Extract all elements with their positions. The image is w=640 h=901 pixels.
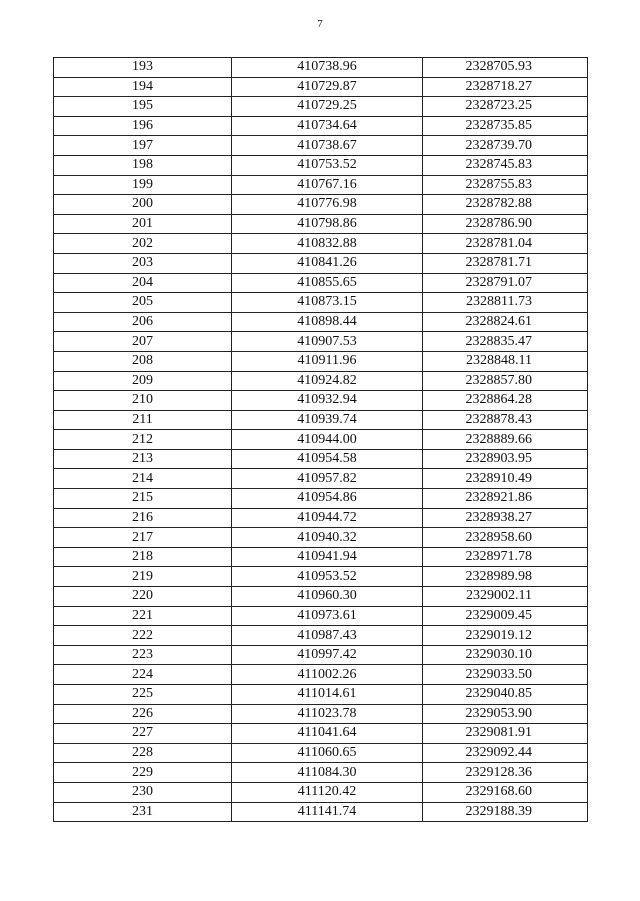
- x-coordinate-cell: 410944.72: [232, 508, 423, 528]
- point-number-cell: 228: [54, 743, 232, 763]
- point-number-cell: 196: [54, 116, 232, 136]
- table-row: [54, 587, 588, 607]
- x-coordinate-cell: 410776.98: [232, 195, 423, 215]
- table-row: [54, 312, 588, 332]
- table-row: [54, 469, 588, 489]
- x-coordinate-cell: 411060.65: [232, 743, 423, 763]
- x-coordinate-cell: 410855.65: [232, 273, 423, 293]
- x-coordinate-cell: 410873.15: [232, 293, 423, 313]
- y-coordinate-cell: 2328755.83: [423, 175, 588, 195]
- table-row: [54, 704, 588, 724]
- point-number-cell: 203: [54, 253, 232, 273]
- x-coordinate-cell: 411120.42: [232, 782, 423, 802]
- point-number-cell: 212: [54, 430, 232, 450]
- point-number-cell: 225: [54, 685, 232, 705]
- y-coordinate-cell: 2328989.98: [423, 567, 588, 587]
- x-coordinate-cell: 410924.82: [232, 371, 423, 391]
- y-coordinate-cell: 2329019.12: [423, 626, 588, 646]
- y-coordinate-cell: 2329009.45: [423, 606, 588, 626]
- point-number-cell: 207: [54, 332, 232, 352]
- point-number-cell: 204: [54, 273, 232, 293]
- table-row: [54, 489, 588, 509]
- x-coordinate-cell: 410907.53: [232, 332, 423, 352]
- table-row: [54, 234, 588, 254]
- x-coordinate-cell: 410798.86: [232, 214, 423, 234]
- x-coordinate-cell: 410738.96: [232, 58, 423, 78]
- table-row: [54, 665, 588, 685]
- x-coordinate-cell: 410954.58: [232, 449, 423, 469]
- table-row: [54, 430, 588, 450]
- y-coordinate-cell: 2328791.07: [423, 273, 588, 293]
- point-number-cell: 224: [54, 665, 232, 685]
- x-coordinate-cell: 410729.87: [232, 77, 423, 97]
- x-coordinate-cell: 411141.74: [232, 802, 423, 822]
- point-number-cell: 216: [54, 508, 232, 528]
- table-row: [54, 293, 588, 313]
- table-row: [54, 449, 588, 469]
- point-number-cell: 206: [54, 312, 232, 332]
- x-coordinate-cell: 410939.74: [232, 410, 423, 430]
- point-number-cell: 223: [54, 645, 232, 665]
- x-coordinate-cell: 411014.61: [232, 685, 423, 705]
- y-coordinate-cell: 2328848.11: [423, 351, 588, 371]
- y-coordinate-cell: 2328739.70: [423, 136, 588, 156]
- point-number-cell: 199: [54, 175, 232, 195]
- table-row: [54, 802, 588, 822]
- table-row: [54, 351, 588, 371]
- y-coordinate-cell: 2328745.83: [423, 155, 588, 175]
- table-row: [54, 214, 588, 234]
- y-coordinate-cell: 2328835.47: [423, 332, 588, 352]
- point-number-cell: 218: [54, 547, 232, 567]
- point-number-cell: 219: [54, 567, 232, 587]
- y-coordinate-cell: 2328857.80: [423, 371, 588, 391]
- y-coordinate-cell: 2328938.27: [423, 508, 588, 528]
- y-coordinate-cell: 2328878.43: [423, 410, 588, 430]
- point-number-cell: 215: [54, 489, 232, 509]
- point-number-cell: 200: [54, 195, 232, 215]
- table-row: [54, 116, 588, 136]
- x-coordinate-cell: 410997.42: [232, 645, 423, 665]
- x-coordinate-cell: 410987.43: [232, 626, 423, 646]
- y-coordinate-cell: 2328864.28: [423, 391, 588, 411]
- table-row: [54, 606, 588, 626]
- table-row: [54, 175, 588, 195]
- point-number-cell: 205: [54, 293, 232, 313]
- y-coordinate-cell: 2329168.60: [423, 782, 588, 802]
- y-coordinate-cell: 2328921.86: [423, 489, 588, 509]
- table-row: [54, 626, 588, 646]
- y-coordinate-cell: 2329092.44: [423, 743, 588, 763]
- point-number-cell: 222: [54, 626, 232, 646]
- y-coordinate-cell: 2328910.49: [423, 469, 588, 489]
- table-row: [54, 547, 588, 567]
- table-row: [54, 58, 588, 78]
- x-coordinate-cell: 410738.67: [232, 136, 423, 156]
- y-coordinate-cell: 2329053.90: [423, 704, 588, 724]
- y-coordinate-cell: 2329030.10: [423, 645, 588, 665]
- point-number-cell: 221: [54, 606, 232, 626]
- coordinates-table: [53, 57, 588, 822]
- y-coordinate-cell: 2328786.90: [423, 214, 588, 234]
- x-coordinate-cell: 410932.94: [232, 391, 423, 411]
- x-coordinate-cell: 410734.64: [232, 116, 423, 136]
- x-coordinate-cell: 410944.00: [232, 430, 423, 450]
- table-row: [54, 724, 588, 744]
- y-coordinate-cell: 2328705.93: [423, 58, 588, 78]
- point-number-cell: 197: [54, 136, 232, 156]
- y-coordinate-cell: 2328782.88: [423, 195, 588, 215]
- y-coordinate-cell: 2328958.60: [423, 528, 588, 548]
- point-number-cell: 231: [54, 802, 232, 822]
- point-number-cell: 201: [54, 214, 232, 234]
- table-row: [54, 155, 588, 175]
- point-number-cell: 213: [54, 449, 232, 469]
- table-row: [54, 743, 588, 763]
- point-number-cell: 230: [54, 782, 232, 802]
- y-coordinate-cell: 2328824.61: [423, 312, 588, 332]
- table-row: [54, 391, 588, 411]
- y-coordinate-cell: 2328781.04: [423, 234, 588, 254]
- x-coordinate-cell: 410941.94: [232, 547, 423, 567]
- x-coordinate-cell: 410960.30: [232, 587, 423, 607]
- y-coordinate-cell: 2329002.11: [423, 587, 588, 607]
- x-coordinate-cell: 410832.88: [232, 234, 423, 254]
- table-row: [54, 371, 588, 391]
- x-coordinate-cell: 410953.52: [232, 567, 423, 587]
- point-number-cell: 227: [54, 724, 232, 744]
- x-coordinate-cell: 410841.26: [232, 253, 423, 273]
- y-coordinate-cell: 2328889.66: [423, 430, 588, 450]
- point-number-cell: 226: [54, 704, 232, 724]
- y-coordinate-cell: 2329081.91: [423, 724, 588, 744]
- table-row: [54, 332, 588, 352]
- x-coordinate-cell: 411041.64: [232, 724, 423, 744]
- point-number-cell: 198: [54, 155, 232, 175]
- page-number: 7: [317, 18, 323, 30]
- x-coordinate-cell: 410911.96: [232, 351, 423, 371]
- point-number-cell: 209: [54, 371, 232, 391]
- table-row: [54, 195, 588, 215]
- table-row: [54, 136, 588, 156]
- x-coordinate-cell: 410898.44: [232, 312, 423, 332]
- point-number-cell: 217: [54, 528, 232, 548]
- x-coordinate-cell: 411084.30: [232, 763, 423, 783]
- y-coordinate-cell: 2329128.36: [423, 763, 588, 783]
- table-row: [54, 508, 588, 528]
- x-coordinate-cell: 410729.25: [232, 97, 423, 117]
- table-row: [54, 567, 588, 587]
- point-number-cell: 220: [54, 587, 232, 607]
- point-number-cell: 195: [54, 97, 232, 117]
- y-coordinate-cell: 2329188.39: [423, 802, 588, 822]
- point-number-cell: 202: [54, 234, 232, 254]
- point-number-cell: 194: [54, 77, 232, 97]
- x-coordinate-cell: 410940.32: [232, 528, 423, 548]
- table-row: [54, 77, 588, 97]
- point-number-cell: 208: [54, 351, 232, 371]
- table-row: [54, 410, 588, 430]
- table-row: [54, 528, 588, 548]
- x-coordinate-cell: 411002.26: [232, 665, 423, 685]
- table-row: [54, 97, 588, 117]
- table-row: [54, 685, 588, 705]
- table-row: [54, 645, 588, 665]
- x-coordinate-cell: 411023.78: [232, 704, 423, 724]
- y-coordinate-cell: 2328781.71: [423, 253, 588, 273]
- y-coordinate-cell: 2328971.78: [423, 547, 588, 567]
- point-number-cell: 193: [54, 58, 232, 78]
- point-number-cell: 229: [54, 763, 232, 783]
- y-coordinate-cell: 2328718.27: [423, 77, 588, 97]
- y-coordinate-cell: 2328723.25: [423, 97, 588, 117]
- x-coordinate-cell: 410954.86: [232, 489, 423, 509]
- y-coordinate-cell: 2329040.85: [423, 685, 588, 705]
- coordinates-table-body: [54, 58, 588, 822]
- y-coordinate-cell: 2329033.50: [423, 665, 588, 685]
- table-row: [54, 273, 588, 293]
- point-number-cell: 211: [54, 410, 232, 430]
- x-coordinate-cell: 410957.82: [232, 469, 423, 489]
- x-coordinate-cell: 410973.61: [232, 606, 423, 626]
- y-coordinate-cell: 2328811.73: [423, 293, 588, 313]
- table-row: [54, 782, 588, 802]
- table-row: [54, 253, 588, 273]
- point-number-cell: 214: [54, 469, 232, 489]
- y-coordinate-cell: 2328903.95: [423, 449, 588, 469]
- x-coordinate-cell: 410753.52: [232, 155, 423, 175]
- point-number-cell: 210: [54, 391, 232, 411]
- y-coordinate-cell: 2328735.85: [423, 116, 588, 136]
- table-row: [54, 763, 588, 783]
- x-coordinate-cell: 410767.16: [232, 175, 423, 195]
